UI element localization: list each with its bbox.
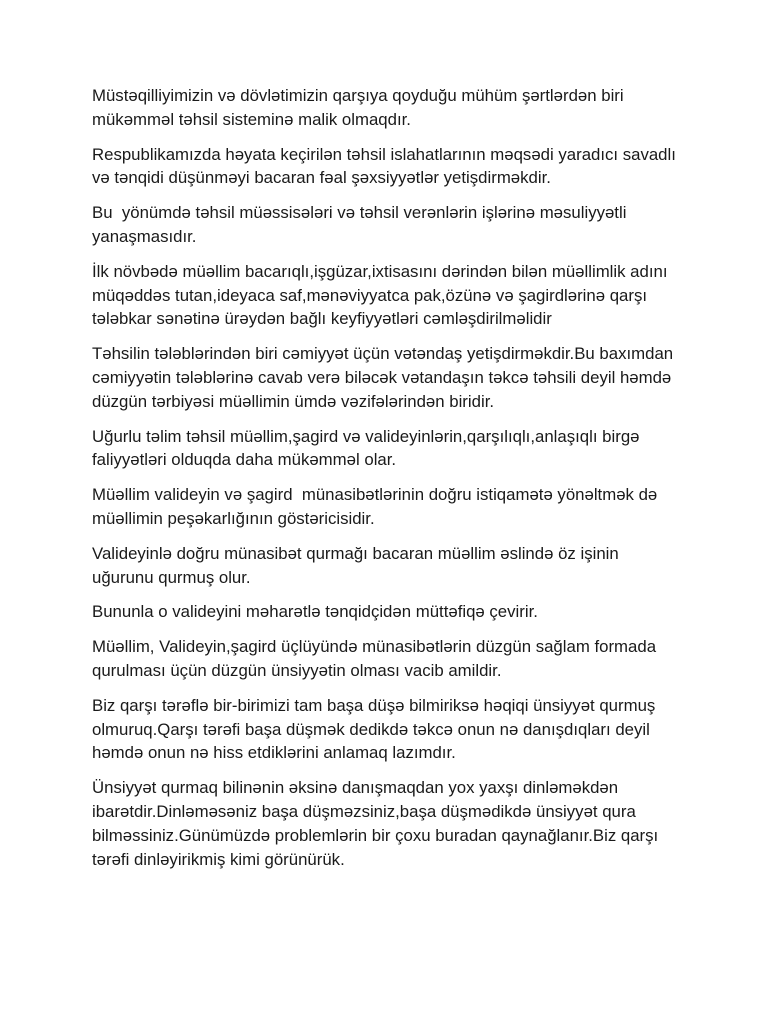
paragraph-4: İlk növbədə müəllim bacarıqlı,işgüzar,ixtisasını dərindən bilən müəllimlik adını müqəddəs tutan,ideyaca saf,mənəviyyatca pak,özünə və şagirdlərinə qarşı tələbkar sənətinə ürəydən bağlı keyfiyyətləri cəmləşdirilməlidir	[92, 261, 668, 329]
paragraph-11: Biz qarşı tərəflə bir-birimizi tam başa düşə bilmiriksə həqiqi ünsiyyət qurmuş olmuruq.Qarşı tərəfi başa düşmək dedikdə təkcə onun nə danışdıqları deyil həmdə onun nə hiss etdiklərini anlamaq lazımdır.	[92, 695, 656, 763]
paragraph-8: Valideyinlə doğru münasibət qurmağı bacaran müəllim əslində öz işinin uğurunu qurmuş olur.	[92, 543, 619, 587]
paragraph-5: Təhsilin tələblərindən biri cəmiyyət üçün vətəndaş yetişdirməkdir.Bu baxımdan cəmiyyətin tələblərinə cavab verə biləcək vətandaşın təkcə təhsili deyil həmdə düzgün tərbiyəsi müəllimin ümdə vəzifələrindən biridir.	[92, 344, 674, 411]
paragraph-2: Respublikamızda həyata keçirilən təhsil islahatlarının məqsədi yaradıcı savadlı və tənqidi düşünməyi bacaran fəal şəxsiyyətlər yetişdirməkdir.	[92, 144, 676, 188]
paragraph-9: Bununla o valideyini məharətlə tənqidçidən müttəfiqə çevirir.	[92, 602, 538, 622]
paragraph-12: Ünsiyyət qurmaq bilinənin əksinə danışmaqdan yox yaxşı dinləməkdən ibarətdir.Dinləməsəniz başa düşməzsiniz,başa düşmədikdə ünsiyyət qura bilməssiniz.Günümüzdə problemlərin bir çoxu buradan qaynağlanır.Biz qarşı tərəfi dinləyirikmiş kimi görünürük.	[92, 778, 659, 869]
paragraph-6: Uğurlu təlim təhsil müəllim,şagird və valideyinlərin,qarşılıqlı,anlaşıqlı birgə faliyyətləri olduqda daha mükəmməl olar.	[92, 426, 640, 470]
paragraph-1: Müstəqilliyimizin və dövlətimizin qarşıya qoyduğu mühüm şərtlərdən biri mükəmməl təhsil sisteminə malik olmaqdır.	[92, 86, 624, 129]
paragraph-3: Bu yönümdə təhsil müəssisələri və təhsil verənlərin işlərinə məsuliyyətli yanaşmasıdır.	[92, 203, 627, 246]
paragraph-7: Müəllim valideyin və şagird münasibətlərinin doğru istiqamətə yönəltmək də müəllimin peşəkarlığının göstəricisidir.	[92, 485, 658, 528]
document-body	[92, 84, 682, 882]
paragraph-10: Müəllim, Valideyin,şagird üçlüyündə münasibətlərin düzgün sağlam formada qurulması üçün düzgün ünsiyyətin olması vacib amildir.	[92, 637, 657, 680]
